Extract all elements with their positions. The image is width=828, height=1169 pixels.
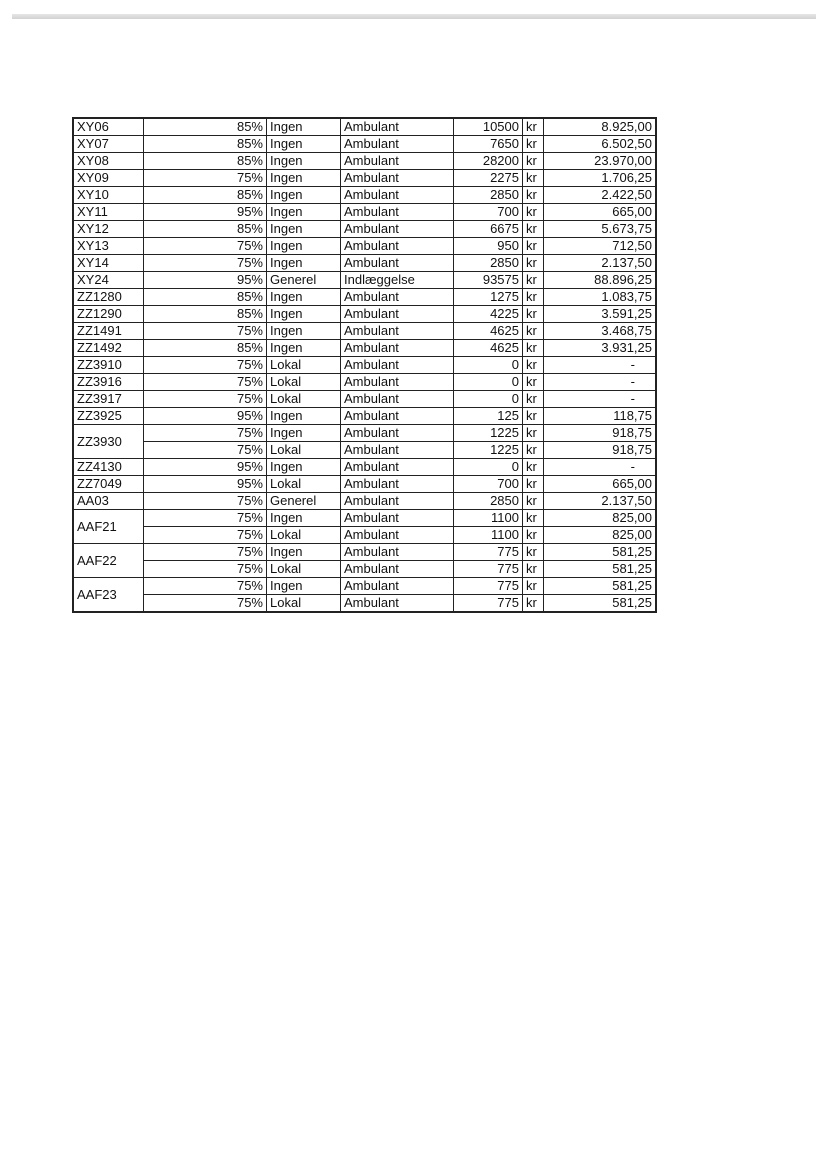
mode-cell: Ambulant	[341, 408, 454, 425]
currency-cell: kr	[523, 510, 544, 527]
currency-cell: kr	[523, 374, 544, 391]
percent-cell: 75%	[144, 170, 267, 187]
total-cell: 3.591,25	[544, 306, 657, 323]
total-cell: 88.896,25	[544, 272, 657, 289]
type-cell: Lokal	[267, 476, 341, 493]
amount-cell: 0	[454, 357, 523, 374]
currency-cell: kr	[523, 289, 544, 306]
code-cell: ZZ1492	[73, 340, 144, 357]
amount-cell: 775	[454, 578, 523, 595]
currency-cell: kr	[523, 221, 544, 238]
code-cell: ZZ1280	[73, 289, 144, 306]
mode-cell: Ambulant	[341, 578, 454, 595]
amount-cell: 1275	[454, 289, 523, 306]
currency-cell: kr	[523, 306, 544, 323]
total-cell: -	[544, 357, 657, 374]
percent-cell: 75%	[144, 527, 267, 544]
type-cell: Lokal	[267, 527, 341, 544]
currency-cell: kr	[523, 578, 544, 595]
currency-cell: kr	[523, 340, 544, 357]
amount-cell: 1100	[454, 527, 523, 544]
mode-cell: Ambulant	[341, 561, 454, 578]
table-row	[73, 340, 656, 357]
total-cell: 918,75	[544, 425, 657, 442]
total-cell: 581,25	[544, 595, 657, 613]
type-cell: Ingen	[267, 510, 341, 527]
mode-cell: Ambulant	[341, 221, 454, 238]
mode-cell: Ambulant	[341, 493, 454, 510]
amount-cell: 4625	[454, 323, 523, 340]
scan-edge-bar	[12, 14, 816, 19]
type-cell: Lokal	[267, 561, 341, 578]
mode-cell: Ambulant	[341, 306, 454, 323]
mode-cell: Ambulant	[341, 289, 454, 306]
code-cell: XY07	[73, 136, 144, 153]
currency-cell: kr	[523, 442, 544, 459]
type-cell: Lokal	[267, 595, 341, 613]
mode-cell: Ambulant	[341, 187, 454, 204]
table-row	[73, 476, 656, 493]
type-cell: Ingen	[267, 204, 341, 221]
percent-cell: 85%	[144, 221, 267, 238]
total-cell: 825,00	[544, 510, 657, 527]
code-cell: AAF22	[73, 544, 144, 578]
type-cell: Lokal	[267, 391, 341, 408]
total-cell: 2.137,50	[544, 255, 657, 272]
total-cell: 118,75	[544, 408, 657, 425]
total-cell: 23.970,00	[544, 153, 657, 170]
table-row	[73, 306, 656, 323]
type-cell: Ingen	[267, 306, 341, 323]
type-cell: Lokal	[267, 374, 341, 391]
amount-cell: 775	[454, 544, 523, 561]
type-cell: Ingen	[267, 289, 341, 306]
percent-cell: 75%	[144, 442, 267, 459]
currency-cell: kr	[523, 118, 544, 136]
mode-cell: Ambulant	[341, 459, 454, 476]
total-cell: 581,25	[544, 578, 657, 595]
code-cell: ZZ3917	[73, 391, 144, 408]
code-cell: XY14	[73, 255, 144, 272]
code-cell: XY24	[73, 272, 144, 289]
mode-cell: Ambulant	[341, 170, 454, 187]
code-cell: AA03	[73, 493, 144, 510]
table-row	[73, 391, 656, 408]
total-cell: 1.083,75	[544, 289, 657, 306]
currency-cell: kr	[523, 187, 544, 204]
price-table	[72, 117, 657, 613]
table-row	[73, 544, 656, 561]
table-row	[73, 289, 656, 306]
type-cell: Ingen	[267, 153, 341, 170]
percent-cell: 75%	[144, 357, 267, 374]
percent-cell: 75%	[144, 391, 267, 408]
percent-cell: 85%	[144, 289, 267, 306]
table-row	[73, 255, 656, 272]
total-cell: -	[544, 459, 657, 476]
type-cell: Ingen	[267, 187, 341, 204]
currency-cell: kr	[523, 391, 544, 408]
amount-cell: 93575	[454, 272, 523, 289]
total-cell: 5.673,75	[544, 221, 657, 238]
mode-cell: Indlæggelse	[341, 272, 454, 289]
amount-cell: 10500	[454, 118, 523, 136]
code-cell: ZZ4130	[73, 459, 144, 476]
mode-cell: Ambulant	[341, 374, 454, 391]
type-cell: Lokal	[267, 357, 341, 374]
code-cell: ZZ3916	[73, 374, 144, 391]
table-row	[73, 561, 656, 578]
code-cell: XY10	[73, 187, 144, 204]
currency-cell: kr	[523, 544, 544, 561]
amount-cell: 2850	[454, 255, 523, 272]
amount-cell: 1225	[454, 442, 523, 459]
percent-cell: 75%	[144, 255, 267, 272]
mode-cell: Ambulant	[341, 544, 454, 561]
total-cell: 581,25	[544, 561, 657, 578]
currency-cell: kr	[523, 323, 544, 340]
amount-cell: 4625	[454, 340, 523, 357]
table-row	[73, 595, 656, 613]
currency-cell: kr	[523, 476, 544, 493]
type-cell: Ingen	[267, 425, 341, 442]
mode-cell: Ambulant	[341, 153, 454, 170]
total-cell: 665,00	[544, 476, 657, 493]
currency-cell: kr	[523, 136, 544, 153]
type-cell: Ingen	[267, 459, 341, 476]
amount-cell: 775	[454, 561, 523, 578]
table-row	[73, 510, 656, 527]
total-cell: 8.925,00	[544, 118, 657, 136]
currency-cell: kr	[523, 255, 544, 272]
amount-cell: 7650	[454, 136, 523, 153]
percent-cell: 85%	[144, 306, 267, 323]
currency-cell: kr	[523, 493, 544, 510]
amount-cell: 0	[454, 391, 523, 408]
mode-cell: Ambulant	[341, 595, 454, 613]
mode-cell: Ambulant	[341, 391, 454, 408]
code-cell: XY11	[73, 204, 144, 221]
percent-cell: 75%	[144, 561, 267, 578]
percent-cell: 95%	[144, 476, 267, 493]
amount-cell: 700	[454, 204, 523, 221]
type-cell: Ingen	[267, 578, 341, 595]
mode-cell: Ambulant	[341, 510, 454, 527]
amount-cell: 6675	[454, 221, 523, 238]
amount-cell: 2850	[454, 187, 523, 204]
percent-cell: 95%	[144, 408, 267, 425]
percent-cell: 75%	[144, 374, 267, 391]
code-cell: ZZ1290	[73, 306, 144, 323]
percent-cell: 85%	[144, 340, 267, 357]
amount-cell: 950	[454, 238, 523, 255]
total-cell: 3.468,75	[544, 323, 657, 340]
percent-cell: 75%	[144, 544, 267, 561]
table-row	[73, 323, 656, 340]
currency-cell: kr	[523, 408, 544, 425]
table-row	[73, 357, 656, 374]
type-cell: Ingen	[267, 544, 341, 561]
table-row	[73, 204, 656, 221]
mode-cell: Ambulant	[341, 323, 454, 340]
code-cell: AAF21	[73, 510, 144, 544]
type-cell: Lokal	[267, 442, 341, 459]
code-cell: XY06	[73, 118, 144, 136]
code-cell: ZZ3930	[73, 425, 144, 459]
table-row	[73, 153, 656, 170]
table-row	[73, 272, 656, 289]
type-cell: Ingen	[267, 340, 341, 357]
type-cell: Generel	[267, 272, 341, 289]
type-cell: Ingen	[267, 408, 341, 425]
mode-cell: Ambulant	[341, 340, 454, 357]
total-cell: 712,50	[544, 238, 657, 255]
currency-cell: kr	[523, 204, 544, 221]
currency-cell: kr	[523, 527, 544, 544]
table-row	[73, 170, 656, 187]
type-cell: Ingen	[267, 136, 341, 153]
percent-cell: 75%	[144, 238, 267, 255]
table-row	[73, 578, 656, 595]
mode-cell: Ambulant	[341, 425, 454, 442]
percent-cell: 75%	[144, 425, 267, 442]
amount-cell: 2850	[454, 493, 523, 510]
percent-cell: 75%	[144, 493, 267, 510]
table-row	[73, 118, 656, 136]
mode-cell: Ambulant	[341, 204, 454, 221]
table-row	[73, 527, 656, 544]
total-cell: 825,00	[544, 527, 657, 544]
percent-cell: 85%	[144, 187, 267, 204]
type-cell: Generel	[267, 493, 341, 510]
currency-cell: kr	[523, 459, 544, 476]
code-cell: AAF23	[73, 578, 144, 613]
code-cell: ZZ3925	[73, 408, 144, 425]
table-row	[73, 442, 656, 459]
code-cell: XY09	[73, 170, 144, 187]
table-row	[73, 425, 656, 442]
table-row	[73, 136, 656, 153]
table-row	[73, 221, 656, 238]
amount-cell: 1225	[454, 425, 523, 442]
code-cell: XY12	[73, 221, 144, 238]
amount-cell: 775	[454, 595, 523, 613]
percent-cell: 75%	[144, 323, 267, 340]
percent-cell: 85%	[144, 118, 267, 136]
percent-cell: 85%	[144, 153, 267, 170]
code-cell: XY08	[73, 153, 144, 170]
currency-cell: kr	[523, 170, 544, 187]
type-cell: Ingen	[267, 221, 341, 238]
percent-cell: 95%	[144, 459, 267, 476]
code-cell: ZZ7049	[73, 476, 144, 493]
currency-cell: kr	[523, 425, 544, 442]
amount-cell: 125	[454, 408, 523, 425]
mode-cell: Ambulant	[341, 238, 454, 255]
amount-cell: 0	[454, 374, 523, 391]
mode-cell: Ambulant	[341, 255, 454, 272]
mode-cell: Ambulant	[341, 357, 454, 374]
mode-cell: Ambulant	[341, 442, 454, 459]
type-cell: Ingen	[267, 255, 341, 272]
currency-cell: kr	[523, 561, 544, 578]
mode-cell: Ambulant	[341, 476, 454, 493]
table-row	[73, 459, 656, 476]
amount-cell: 700	[454, 476, 523, 493]
type-cell: Ingen	[267, 323, 341, 340]
code-cell: XY13	[73, 238, 144, 255]
percent-cell: 95%	[144, 272, 267, 289]
table-row	[73, 408, 656, 425]
mode-cell: Ambulant	[341, 118, 454, 136]
total-cell: 665,00	[544, 204, 657, 221]
currency-cell: kr	[523, 595, 544, 613]
type-cell: Ingen	[267, 238, 341, 255]
percent-cell: 75%	[144, 595, 267, 613]
type-cell: Ingen	[267, 118, 341, 136]
amount-cell: 2275	[454, 170, 523, 187]
total-cell: 2.422,50	[544, 187, 657, 204]
table-row	[73, 187, 656, 204]
amount-cell: 1100	[454, 510, 523, 527]
percent-cell: 95%	[144, 204, 267, 221]
currency-cell: kr	[523, 272, 544, 289]
code-cell: ZZ3910	[73, 357, 144, 374]
code-cell: ZZ1491	[73, 323, 144, 340]
total-cell: -	[544, 391, 657, 408]
currency-cell: kr	[523, 153, 544, 170]
total-cell: 1.706,25	[544, 170, 657, 187]
mode-cell: Ambulant	[341, 136, 454, 153]
total-cell: 2.137,50	[544, 493, 657, 510]
amount-cell: 4225	[454, 306, 523, 323]
table-row	[73, 374, 656, 391]
amount-cell: 28200	[454, 153, 523, 170]
total-cell: -	[544, 374, 657, 391]
total-cell: 6.502,50	[544, 136, 657, 153]
currency-cell: kr	[523, 357, 544, 374]
total-cell: 3.931,25	[544, 340, 657, 357]
total-cell: 918,75	[544, 442, 657, 459]
price-table-body	[73, 118, 656, 612]
total-cell: 581,25	[544, 544, 657, 561]
table-row	[73, 238, 656, 255]
table-row	[73, 493, 656, 510]
amount-cell: 0	[454, 459, 523, 476]
mode-cell: Ambulant	[341, 527, 454, 544]
currency-cell: kr	[523, 238, 544, 255]
percent-cell: 85%	[144, 136, 267, 153]
percent-cell: 75%	[144, 510, 267, 527]
type-cell: Ingen	[267, 170, 341, 187]
percent-cell: 75%	[144, 578, 267, 595]
